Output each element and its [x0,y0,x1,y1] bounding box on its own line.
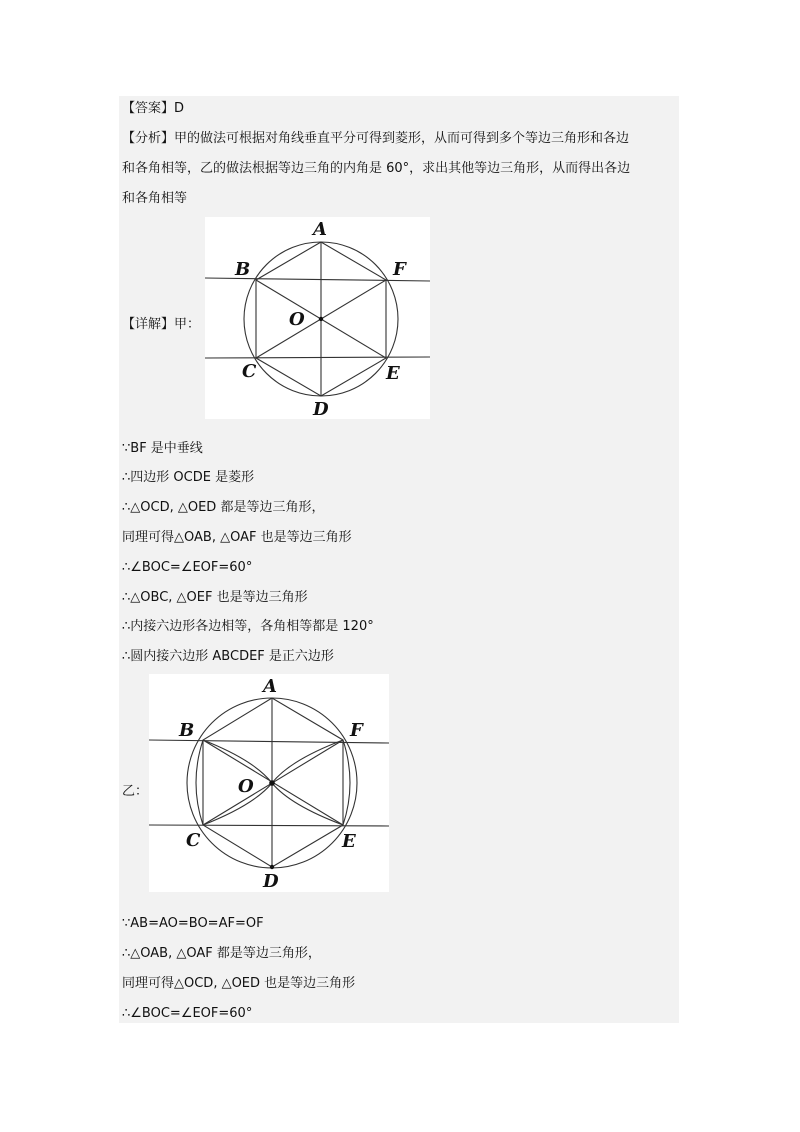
line-ce-extended [149,825,389,826]
label-a: A [263,676,277,697]
yi-proof-2: ∴△OAB, △OAF 都是等边三角形， [122,946,321,961]
label-f: F [350,720,363,741]
analysis-line-3: 和各角相等 [122,191,188,206]
jia-proof-1: ∵BF 是中垂线 [122,441,203,456]
yi-proof-1: ∵AB=AO=BO=AF=OF [122,916,264,931]
line-ce-extended [205,357,430,358]
label-o: O [289,309,305,330]
label-c: C [242,361,257,382]
center-point [319,317,323,321]
figure-yi-diagram [149,674,389,892]
label-f: F [393,259,406,280]
yi-proof-4: ∴∠BOC=∠EOF=60° [122,1006,253,1021]
jia-proof-6: ∴△OBC, △OEF 也是等边三角形 [122,590,308,605]
arc-b-c [196,740,203,825]
jia-proof-4: 同理可得△OAB, △OAF 也是等边三角形 [122,530,352,545]
yi-label: 乙： [122,784,149,799]
jia-proof-5: ∴∠BOC=∠EOF=60° [122,560,253,575]
label-a: A [313,219,327,240]
figure-yi [149,674,389,892]
answer-line: 【答案】D [122,101,185,116]
label-d: D [313,399,329,419]
label-c: C [186,830,201,851]
jia-proof-7: ∴内接六边形各边相等，各角相等都是 120° [122,619,374,634]
figure-jia-diagram [205,217,430,419]
center-point [269,780,275,786]
yi-proof-3: 同理可得△OCD, △OED 也是等边三角形 [122,976,356,991]
jia-proof-8: ∴圆内接六边形 ABCDEF 是正六边形 [122,649,334,664]
label-o: O [238,776,254,797]
label-b: B [179,720,195,741]
arc-f-e [343,740,350,825]
point-d [270,865,274,869]
jia-proof-3: ∴△OCD, △OED 都是等边三角形， [122,500,325,515]
label-d: D [263,871,279,892]
label-e: E [342,831,356,852]
detail-label: 【详解】甲： [122,317,201,332]
jia-proof-2: ∴四边形 OCDE 是菱形 [122,470,255,485]
label-b: B [235,259,251,280]
figure-jia [205,217,430,419]
label-e: E [386,363,400,384]
analysis-line-2: 和各角相等，乙的做法根据等边三角的内角是 60°，求出其他等边三角形，从而得出各边 [122,161,631,176]
analysis-line-1: 【分析】甲的做法可根据对角线垂直平分可得到菱形，从而可得到多个等边三角形和各边 [122,131,630,146]
